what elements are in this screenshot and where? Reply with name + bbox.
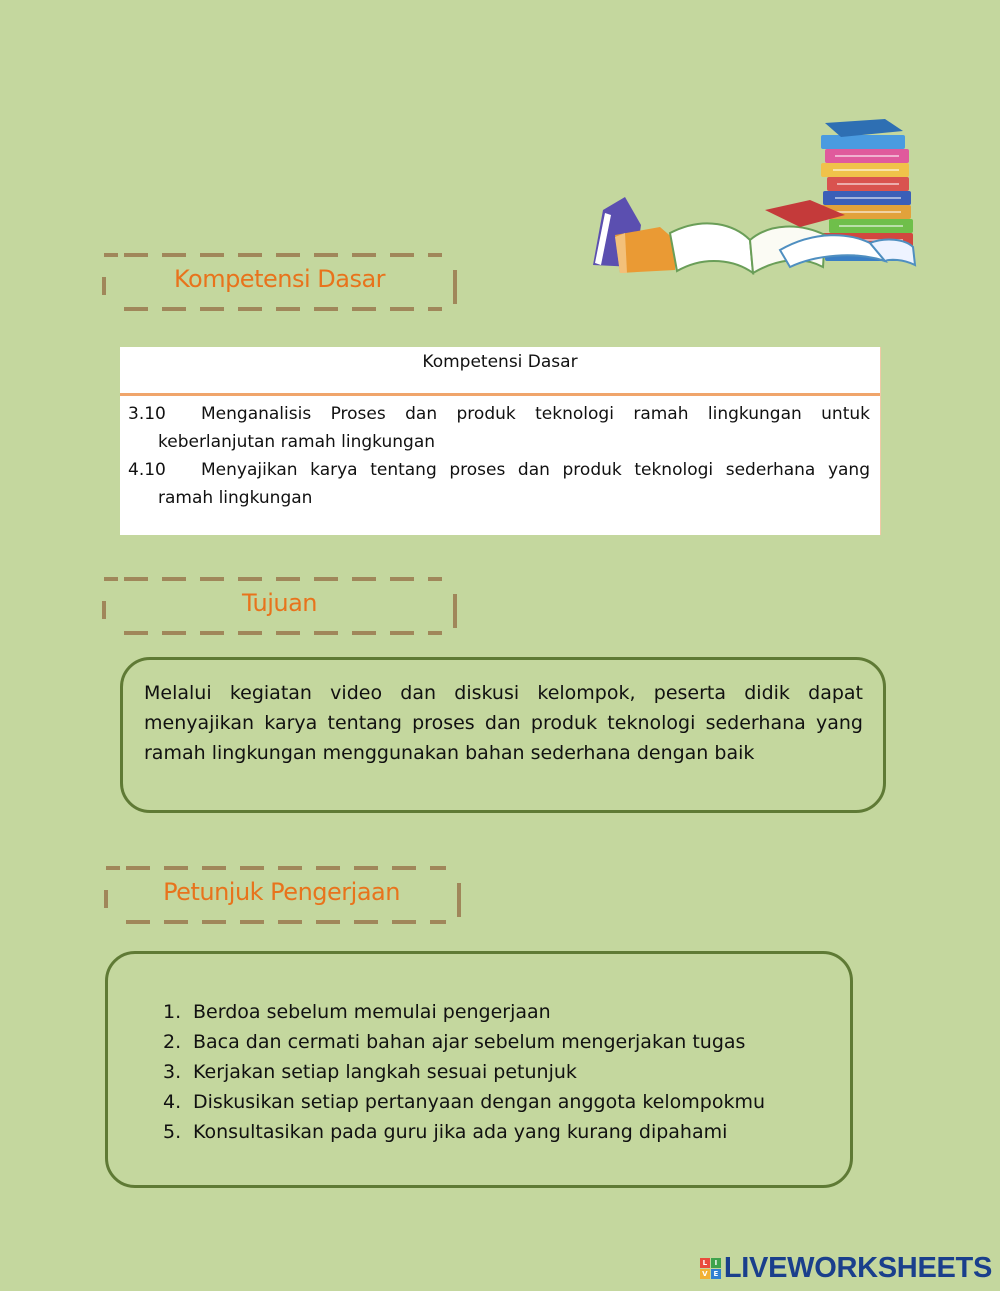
- list-item: [163, 1027, 765, 1057]
- row-number: 3.10: [128, 404, 166, 424]
- table-row: [128, 456, 870, 512]
- row-number: 4.10: [128, 460, 166, 480]
- item-text: Diskusikan setiap pertanyaan dengan anggota kelompokmu: [193, 1091, 766, 1113]
- row-text: Menganalisis Proses dan produk teknologi ramah lingkungan untuk: [201, 404, 870, 424]
- logo-letter: V: [700, 1269, 710, 1279]
- item-number: 3.: [163, 1061, 182, 1083]
- row-text-cont: keberlanjutan ramah lingkungan: [158, 432, 436, 452]
- logo-letter: E: [711, 1269, 721, 1279]
- section-title: Petunjuk Pengerjaan: [163, 878, 400, 906]
- item-number: 2.: [163, 1031, 182, 1053]
- section-label-kompetensi-dasar: [102, 252, 457, 312]
- tujuan-box: [120, 657, 886, 813]
- item-text: Berdoa sebelum memulai pengerjaan: [193, 1001, 551, 1023]
- logo-letter: L: [700, 1258, 710, 1268]
- books-illustration: [585, 115, 920, 275]
- item-text: Baca dan cermati bahan ajar sebelum mengerjakan tugas: [193, 1031, 746, 1053]
- petunjuk-box: [105, 951, 853, 1188]
- row-text-cont: ramah lingkungan: [158, 488, 313, 508]
- table-header: [120, 347, 880, 396]
- item-text: Kerjakan setiap langkah sesuai petunjuk: [193, 1061, 577, 1083]
- row-text: Menyajikan karya tentang proses dan produk teknologi sederhana yang: [201, 460, 870, 480]
- petunjuk-list: [163, 997, 765, 1147]
- item-number: 1.: [163, 1001, 182, 1023]
- section-label-tujuan: [102, 576, 457, 636]
- tujuan-text: Melalui kegiatan video dan diskusi kelompok, peserta didik dapat menyajikan karya tentang proses dan produk teknologi sederhana yang ramah lingkungan menggunakan bahan sederhana dengan baik: [144, 682, 863, 764]
- item-number: 4.: [163, 1091, 182, 1113]
- table-row: [128, 400, 870, 456]
- brand-name: LIVEWORKSHEETS: [723, 1252, 992, 1284]
- kompetensi-dasar-table: [120, 347, 881, 535]
- section-label-petunjuk: [104, 865, 459, 925]
- list-item: [163, 1057, 765, 1087]
- list-item: [163, 1087, 765, 1117]
- logo-letter: I: [711, 1258, 721, 1268]
- list-item: [163, 1117, 765, 1147]
- liveworksheets-logo[interactable]: [700, 1252, 992, 1285]
- list-item: [163, 997, 765, 1027]
- table-header-label: Kompetensi Dasar: [422, 352, 578, 372]
- item-number: 5.: [163, 1121, 182, 1143]
- section-title: Tujuan: [241, 589, 318, 617]
- logo-cubes-icon: [700, 1258, 721, 1279]
- item-text: Konsultasikan pada guru jika ada yang kurang dipahami: [193, 1121, 728, 1143]
- section-title: Kompetensi Dasar: [173, 265, 386, 293]
